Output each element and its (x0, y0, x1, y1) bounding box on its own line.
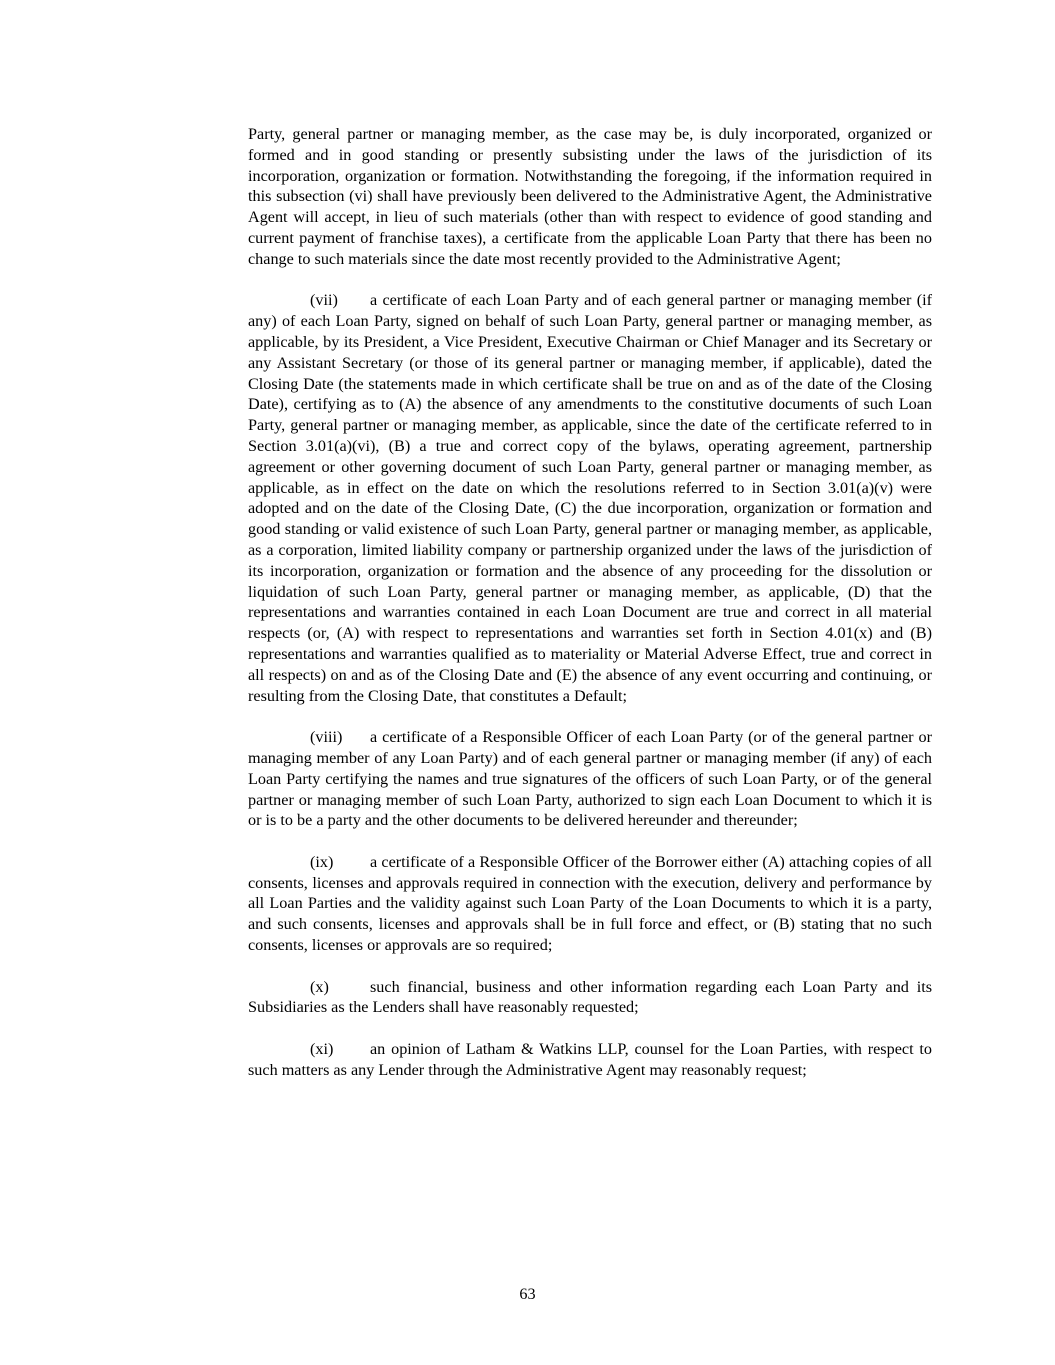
list-item-x (248, 977, 932, 1019)
item-text: a certificate of a Responsible Officer of each Loan Party (or of the general partner or managing member of any Loan Party) and of each general partner or managing member (if any) of each Loan Party certifying the names and true signatures of the officers of such Loan Party, or of the general partner or managing member of such Loan Party, authorized to sign each Loan Document to which it is or is to be a party and the other documents to be delivered hereunder and thereunder; (248, 728, 932, 830)
list-item-xi (248, 1039, 932, 1081)
item-number: (ix) (310, 852, 334, 871)
page-number: 63 (519, 1285, 536, 1303)
item-text: a certificate of each Loan Party and of each general partner or managing member (if any) of each Loan Party, signed on behalf of such Loan Party, general partner or managing member, as applicable, by its President, a Vice President, Executive Chairman or Chief Manager and its Secretary or any Assistant Secretary (or those of its general partner or managing member, if applicable), dated the Closing Date (the statements made in which certificate shall be true on and as of the date of the Closing Date), certifying as to (A) the absence of any amendments to the constitutive documents of such Loan Party, general partner or managing member, as applicable, since the date of the certificate referred to in Section 3.01(a)(vi), (B) a true and correct copy of the bylaws, operating agreement, partnership agreement or other governing document of such Loan Party, general partner or managing member, as applicable, as in effect on the date on which the resolutions referred to in Section 3.01(a)(v) were adopted and on the date of the Closing Date, (C) the due incorporation, organization or formation and good standing or valid existence of such Loan Party, general partner or managing member, as applicable, as a corporation, limited liability company or partnership organized under the laws of the jurisdiction of its incorporation, organization or formation and the absence of any proceeding for the dissolution or liquidation of such Loan Party, general partner or managing member, as applicable, (D) that the representations and warranties contained in each Loan Document are true and correct in all material respects (or, (A) with respect to representations and warranties set forth in Section 4.01(x) and (B) representations and warranties qualified as to materiality or Material Adverse Effect, true and correct in all respects) on and as of the Closing Date and (E) the absence of any event occurring and continuing, or resulting from the Closing Date, that constitutes a Default; (248, 291, 932, 705)
item-number: (x) (310, 977, 329, 996)
item-text: an opinion of Latham & Watkins LLP, counsel for the Loan Parties, with respect to such matters as any Lender through the Administrative Agent may reasonably request; (248, 1040, 932, 1079)
list-item-viii (248, 727, 932, 831)
list-item-ix (248, 852, 932, 956)
item-text: such financial, business and other information regarding each Loan Party and its Subsidiaries as the Lenders shall have reasonably requested; (248, 977, 932, 1017)
list-item-vii (248, 290, 932, 706)
item-text: a certificate of a Responsible Officer of the Borrower either (A) attaching copies of all consents, licenses and approvals required in connection with the execution, delivery and performance by all Loan Parties and the validity against such Loan Party of the Loan Documents to which it is a party, and such consents, licenses and approvals shall be in full force and effect, or (B) stating that no such consents, licenses or approvals are so required; (248, 852, 932, 955)
item-number: (xi) (310, 1040, 334, 1059)
item-number: (vii) (310, 291, 338, 310)
continuation-paragraph: Party, general partner or managing member, as the case may be, is duly incorporated, organized or formed and in good standing or presently subsisting under the laws of the jurisdiction of its incorporation, organization or formation. Notwithstanding the foregoing, if the information required in this subsection (vi) shall have previously been delivered to the Administrative Agent, the Administrative Agent will accept, in lieu of such materials (other than with respect to evidence of good standing and current payment of franchise taxes), a certificate from the applicable Loan Party that there has been no change to such materials since the date most recently provided to the Administrative Agent; (248, 125, 932, 268)
item-number: (viii) (310, 728, 343, 747)
document-body (248, 124, 932, 1101)
